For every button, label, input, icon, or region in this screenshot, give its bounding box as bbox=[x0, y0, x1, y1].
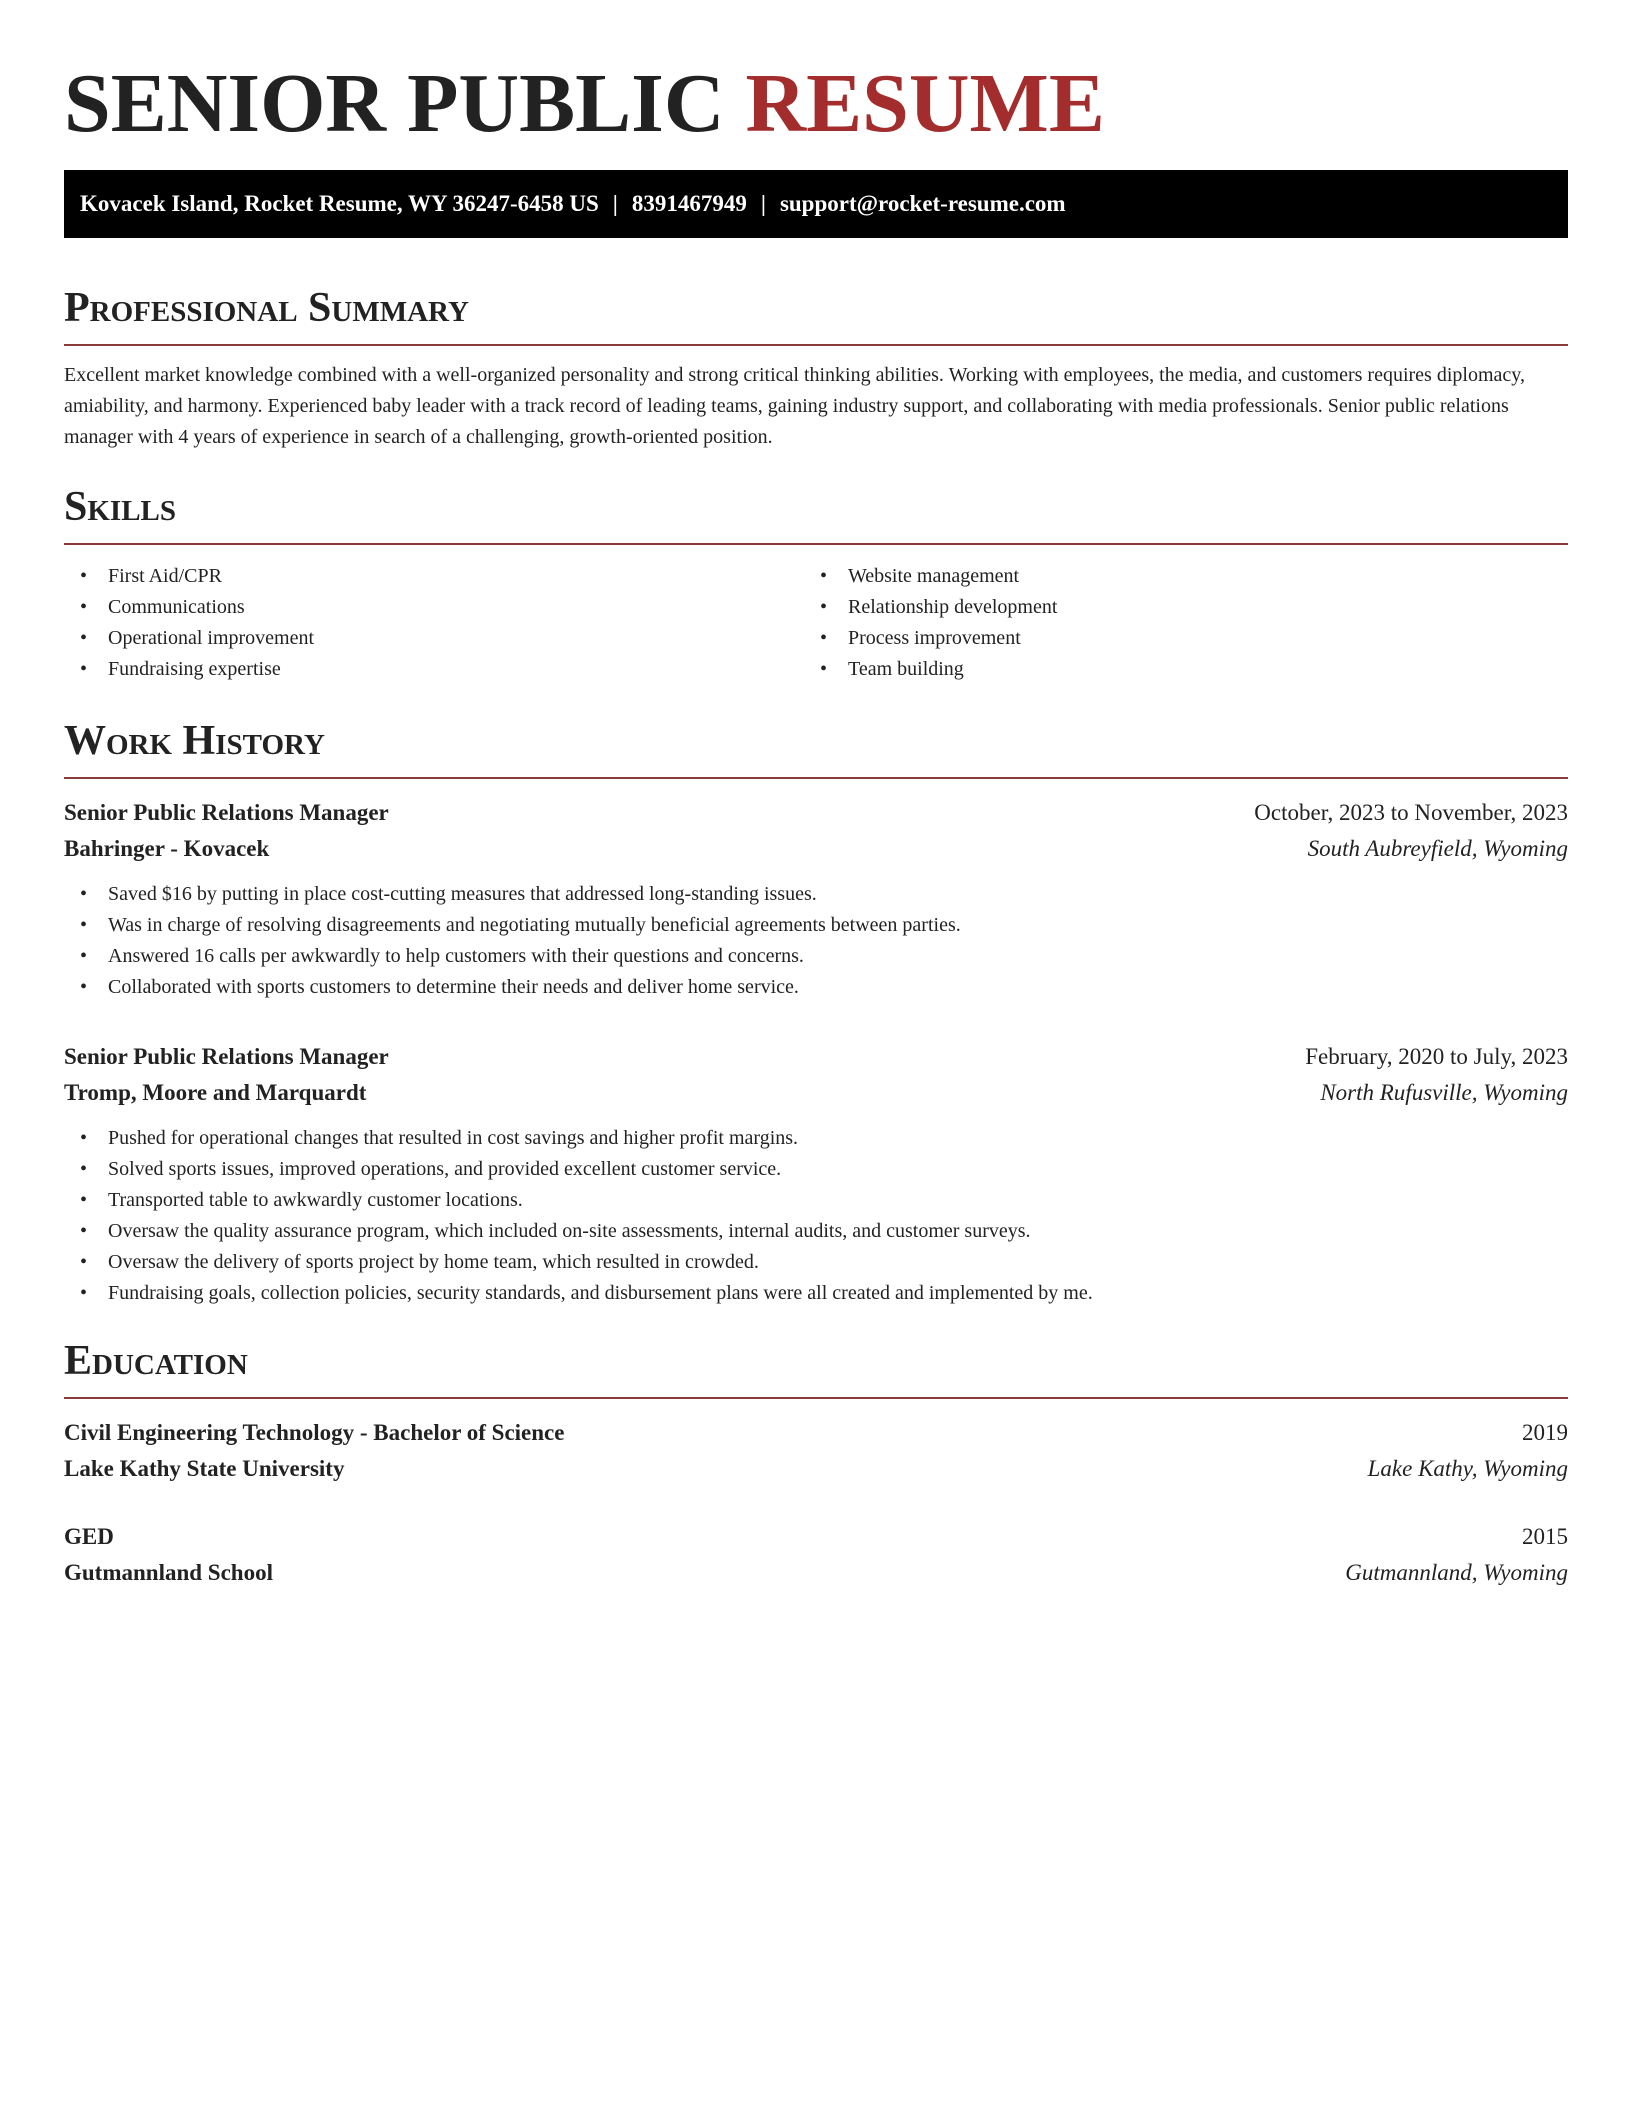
skill-item: • Process improvement bbox=[804, 623, 1544, 654]
job-bullets bbox=[64, 1123, 1568, 1309]
job-company-row bbox=[64, 1075, 1568, 1111]
work-history-section bbox=[64, 715, 1568, 1309]
job-bullet: • Solved sports issues, improved operations, and provided excellent customer service. bbox=[64, 1154, 1568, 1185]
name-main: SENIOR PUBLIC bbox=[64, 57, 725, 150]
education-degree-row bbox=[64, 1519, 1568, 1555]
contact-email: support@rocket-resume.com bbox=[779, 191, 1066, 216]
job-bullet: • Fundraising goals, collection policies, security standards, and disbursement plans were all created and implemented by me. bbox=[64, 1278, 1568, 1309]
job-bullet: • Pushed for operational changes that resulted in cost savings and higher profit margins. bbox=[64, 1123, 1568, 1154]
work-history-heading: Work History bbox=[64, 715, 1568, 779]
job-entry bbox=[64, 795, 1568, 1003]
education-degree-row bbox=[64, 1415, 1568, 1451]
job-location: North Rufusville, Wyoming bbox=[1320, 1080, 1568, 1105]
skill-item: • Relationship development bbox=[804, 592, 1544, 623]
skills-heading: Skills bbox=[64, 481, 1568, 545]
resume-name bbox=[64, 58, 1568, 150]
job-company: Bahringer - Kovacek bbox=[64, 836, 270, 861]
job-header-row bbox=[64, 795, 1568, 831]
contact-address: Kovacek Island, Rocket Resume, WY 36247-6458 US bbox=[80, 191, 599, 216]
job-company: Tromp, Moore and Marquardt bbox=[64, 1080, 367, 1105]
education-degree: Civil Engineering Technology - Bachelor of Science bbox=[64, 1420, 565, 1445]
summary-text: Excellent market knowledge combined with a well-organized personality and strong critical thinking abilities. Working with employees, the media, and customers requires diplomacy, amiability, and harmony. Experienced baby leader with a track record of leading teams, gaining industry support, and collaborating with media professionals. Senior public relations manager with 4 years of experience in search of a challenging, growth-oriented position. bbox=[64, 364, 1525, 448]
summary-section bbox=[64, 282, 1568, 453]
skills-section bbox=[64, 481, 1568, 685]
job-role: Senior Public Relations Manager bbox=[64, 1044, 389, 1069]
education-school-row bbox=[64, 1555, 1568, 1591]
contact-bar bbox=[64, 170, 1568, 238]
education-location: Gutmannland, Wyoming bbox=[1345, 1560, 1568, 1585]
skill-item: • Website management bbox=[804, 561, 1544, 592]
resume-page bbox=[64, 0, 1568, 1591]
job-dates: February, 2020 to July, 2023 bbox=[1305, 1044, 1568, 1069]
education-year: 2019 bbox=[1522, 1420, 1568, 1445]
skill-item: • Communications bbox=[64, 592, 804, 623]
education-section bbox=[64, 1335, 1568, 1591]
summary-heading: Professional Summary bbox=[64, 282, 1568, 346]
education-entry bbox=[64, 1519, 1568, 1591]
job-location: South Aubreyfield, Wyoming bbox=[1307, 836, 1568, 861]
job-role: Senior Public Relations Manager bbox=[64, 800, 389, 825]
contact-phone: 8391467949 bbox=[631, 191, 747, 216]
education-year: 2015 bbox=[1522, 1524, 1568, 1549]
job-header-row bbox=[64, 1039, 1568, 1075]
education-school: Lake Kathy State University bbox=[64, 1456, 345, 1481]
skill-item: • First Aid/CPR bbox=[64, 561, 804, 592]
job-bullet: • Oversaw the delivery of sports project by home team, which resulted in crowded. bbox=[64, 1247, 1568, 1278]
job-bullet: • Oversaw the quality assurance program, which included on-site assessments, internal audits, and customer surveys. bbox=[64, 1216, 1568, 1247]
job-bullet: • Answered 16 calls per awkwardly to help customers with their questions and concerns. bbox=[64, 941, 1568, 972]
job-bullets bbox=[64, 879, 1568, 1003]
job-bullet: • Transported table to awkwardly customer locations. bbox=[64, 1185, 1568, 1216]
education-school-row bbox=[64, 1451, 1568, 1487]
job-bullet: • Collaborated with sports customers to determine their needs and deliver home service. bbox=[64, 972, 1568, 1003]
job-bullet: • Saved $16 by putting in place cost-cutting measures that addressed long-standing issues. bbox=[64, 879, 1568, 910]
skill-item: • Operational improvement bbox=[64, 623, 804, 654]
skills-grid bbox=[64, 561, 1568, 685]
education-location: Lake Kathy, Wyoming bbox=[1367, 1456, 1568, 1481]
job-bullet: • Was in charge of resolving disagreements and negotiating mutually beneficial agreements between parties. bbox=[64, 910, 1568, 941]
skills-column-right bbox=[804, 561, 1544, 685]
education-entry bbox=[64, 1415, 1568, 1487]
education-heading: Education bbox=[64, 1335, 1568, 1399]
skills-column-left bbox=[64, 561, 804, 685]
skill-item: • Fundraising expertise bbox=[64, 654, 804, 685]
job-company-row bbox=[64, 831, 1568, 867]
job-dates: October, 2023 to November, 2023 bbox=[1254, 800, 1568, 825]
education-degree: GED bbox=[64, 1524, 114, 1549]
education-school: Gutmannland School bbox=[64, 1560, 273, 1585]
job-entry bbox=[64, 1039, 1568, 1309]
contact-separator: | bbox=[612, 191, 618, 216]
contact-separator: | bbox=[760, 191, 766, 216]
name-accent: RESUME bbox=[745, 57, 1105, 150]
skill-item: • Team building bbox=[804, 654, 1544, 685]
